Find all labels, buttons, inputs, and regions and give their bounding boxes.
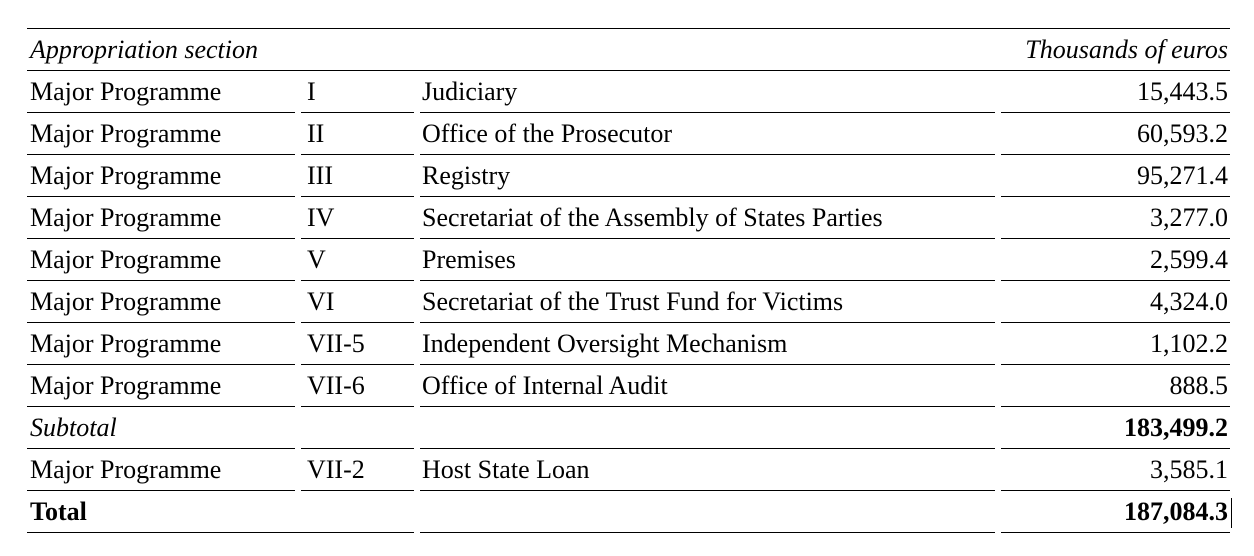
row-section: Major Programme: [30, 287, 222, 316]
appropriation-table: [27, 28, 1230, 533]
row-section: Major Programme: [30, 203, 222, 232]
row-name: Office of the Prosecutor: [422, 119, 673, 148]
row-name: Premises: [422, 245, 516, 274]
row-amount: 3,585.1: [1150, 455, 1228, 484]
table-header-row: [27, 29, 1230, 71]
row-number: V: [307, 245, 326, 274]
table-row: [27, 239, 1230, 281]
row-section: Major Programme: [30, 161, 222, 190]
row-amount: 4,324.0: [1150, 287, 1228, 316]
row-section: Major Programme: [30, 371, 222, 400]
row-number: VII-2: [307, 455, 365, 484]
subtotal-label: Subtotal: [30, 413, 117, 442]
row-number: III: [307, 161, 333, 190]
row-amount: 888.5: [1169, 371, 1228, 400]
row-name: Judiciary: [422, 77, 518, 106]
table-row: [27, 323, 1230, 365]
row-section: Major Programme: [30, 77, 222, 106]
row-name: Independent Oversight Mechanism: [422, 329, 788, 358]
row-number: IV: [307, 203, 335, 232]
total-label: Total: [30, 497, 87, 526]
row-amount: 95,271.4: [1137, 161, 1228, 190]
row-name: Secretariat of the Trust Fund for Victims: [422, 287, 844, 316]
total-row: [27, 491, 1230, 533]
table-row: [27, 281, 1230, 323]
row-amount: 2,599.4: [1150, 245, 1228, 274]
row-number: VII-5: [307, 329, 365, 358]
row-name: Host State Loan: [422, 455, 590, 484]
row-name: Secretariat of the Assembly of States Parties: [422, 203, 883, 232]
header-amount-label: Thousands of euros: [1025, 35, 1228, 64]
row-amount: 1,102.2: [1150, 329, 1228, 358]
subtotal-amount: 183,499.2: [1124, 413, 1228, 442]
row-amount: 60,593.2: [1137, 119, 1228, 148]
row-number: I: [307, 77, 316, 106]
row-number: II: [307, 119, 325, 148]
table-row: [27, 197, 1230, 239]
text-cursor: [1231, 498, 1233, 528]
row-section: Major Programme: [30, 329, 222, 358]
subtotal-row: [27, 407, 1230, 449]
header-section-label: Appropriation section: [30, 35, 258, 64]
table-row: [27, 71, 1230, 113]
row-number: VII-6: [307, 371, 365, 400]
row-name: Registry: [422, 161, 511, 190]
row-number: VI: [307, 287, 335, 316]
table-row: [27, 449, 1230, 491]
row-section: Major Programme: [30, 119, 222, 148]
table-row: [27, 365, 1230, 407]
row-section: Major Programme: [30, 455, 222, 484]
total-amount: 187,084.3: [1124, 497, 1228, 526]
row-section: Major Programme: [30, 245, 222, 274]
row-amount: 15,443.5: [1137, 77, 1228, 106]
row-amount: 3,277.0: [1150, 203, 1228, 232]
table-row: [27, 155, 1230, 197]
table-row: [27, 113, 1230, 155]
row-name: Office of Internal Audit: [422, 371, 668, 400]
